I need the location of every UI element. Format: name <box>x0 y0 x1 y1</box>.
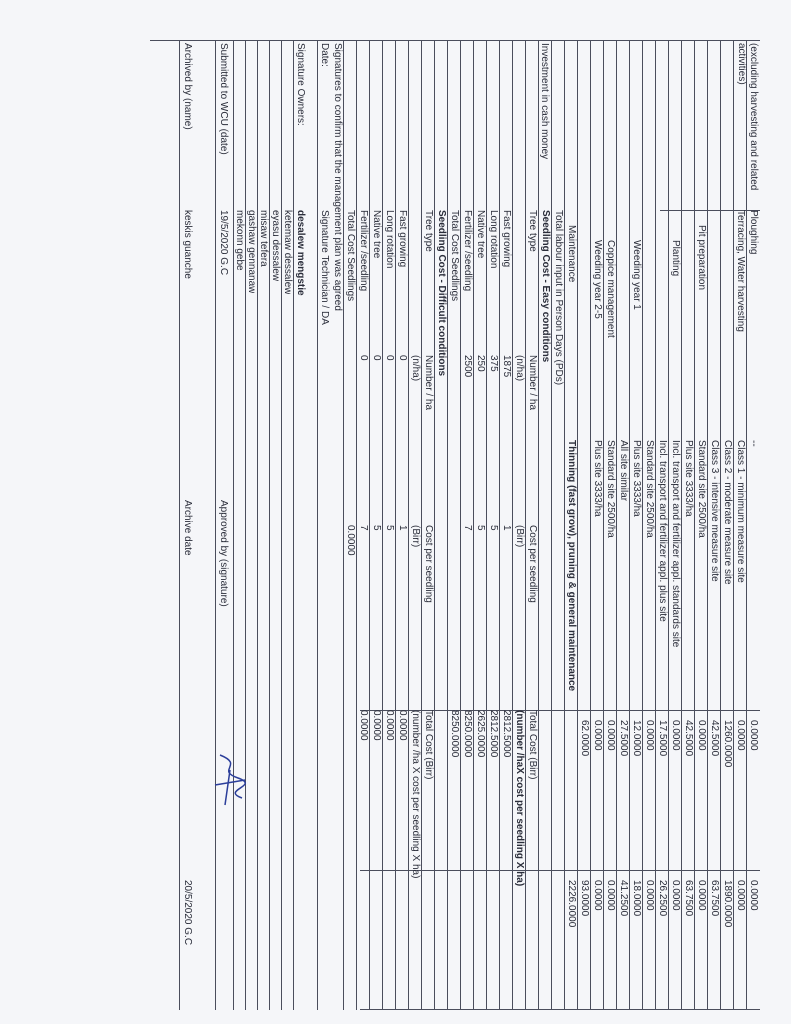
unit-header: (n/ha) <box>514 355 525 382</box>
table-row <box>356 40 370 1010</box>
date-row <box>317 40 331 1010</box>
owner-name: mekonn gebe <box>234 210 245 271</box>
value-cell: 1260.0000 <box>722 720 733 768</box>
number-cell: 1875 <box>501 355 512 378</box>
activity-cell: Maintenance <box>566 225 577 283</box>
owner-row <box>269 40 282 1010</box>
table-row <box>642 40 656 1010</box>
value-cell: 0.0000 <box>696 720 707 751</box>
cost-cell: 5 <box>488 525 499 531</box>
total-cell: 2812.5000 <box>501 710 512 758</box>
unit-header: (number /ha X cost per seedling X ha) <box>410 710 421 879</box>
owner-row <box>281 40 294 1010</box>
table-row <box>499 40 513 1010</box>
approved-label: Approved by (signature) <box>218 500 229 607</box>
owner-row <box>257 40 270 1010</box>
table-row <box>733 40 747 1010</box>
table-row <box>382 40 396 1010</box>
activity-cell: Weeding year 1 <box>631 240 642 310</box>
description-cell: Standard site 2500/ha <box>605 440 616 538</box>
value-cell: 18.0000 <box>631 880 642 917</box>
owner-name: ketemaw dessalew <box>282 210 293 295</box>
value-cell: 0.0000 <box>670 880 681 911</box>
number-cell: 0 <box>384 355 395 361</box>
description-cell: Plus site 3333/ha <box>592 440 603 517</box>
archived-label: Archived by (name) <box>182 43 193 130</box>
description-cell: -- <box>748 440 759 447</box>
submitted-row <box>215 40 230 1010</box>
column-header: Tree type <box>423 210 434 252</box>
description-cell: Standard site 2500/ha <box>696 440 707 538</box>
description-cell: Plus site 3333/ha <box>631 440 642 517</box>
column-header: Cost per seedling <box>527 525 538 603</box>
value-cell: 0.0000 <box>605 880 616 911</box>
cost-cell: 1 <box>501 525 512 531</box>
cost-cell: 5 <box>475 525 486 531</box>
section-title: Seedling Cost - Difficult conditions <box>436 210 447 377</box>
archive-date: 20/5/2020 G.C <box>182 880 193 946</box>
column-header: Cost per seedling <box>423 525 434 603</box>
total-cell: 0.0000 <box>397 710 408 741</box>
archived-row <box>179 40 194 1010</box>
column-header: Tree type <box>527 210 538 252</box>
value-cell: 0.0000 <box>670 720 681 751</box>
unit-header: (Birr) <box>410 525 421 548</box>
value-cell: 0.0000 <box>696 880 707 911</box>
value-cell: 63.7500 <box>683 880 694 917</box>
value-cell: 2226.0000 <box>566 880 577 928</box>
investment-label: Investment in cash money <box>539 43 550 160</box>
total-cell: 0.0000 <box>384 710 395 741</box>
column-header: Number / ha <box>423 355 434 411</box>
column-header: Total Cost (Birr) <box>527 710 538 780</box>
total-label: Total Cost Seedlings <box>449 210 460 302</box>
header-row <box>525 40 539 1010</box>
table-row <box>460 40 474 1010</box>
header-row <box>421 40 435 1010</box>
total-labour-row <box>551 40 565 1010</box>
management-plan-sheet <box>100 40 760 1010</box>
excluding-label: (excluding harvesting and related activities) <box>736 43 759 191</box>
owner-name: eyasu dessalew <box>270 210 281 282</box>
value-cell: 42.5000 <box>683 720 694 757</box>
tree-type-cell: Long rotation <box>384 210 395 269</box>
tree-type-cell: Native tree <box>371 210 382 259</box>
table-row <box>629 40 643 1010</box>
number-cell: 250 <box>475 355 486 372</box>
unit-header: (n/ha) <box>410 355 421 382</box>
activity-cell: Pit preparation <box>696 225 707 291</box>
table-row <box>681 40 695 1010</box>
cost-cell: 5 <box>384 525 395 531</box>
table-row <box>343 40 357 1010</box>
total-cell: 0.0000 <box>371 710 382 741</box>
unit-header: (Birr) <box>514 525 525 548</box>
number-cell: 375 <box>488 355 499 372</box>
signature-owners-row <box>293 40 310 1010</box>
number-cell: 0 <box>397 355 408 361</box>
activity-cell: Ploughing <box>748 210 759 255</box>
date-label: Date: <box>319 43 330 67</box>
submitted-date: 19/5/2020 G.C <box>218 210 229 276</box>
section-title: Seedling Cost - Easy conditions <box>540 210 551 363</box>
activity-cell: Planting <box>670 240 681 277</box>
table-row <box>564 40 578 1010</box>
header-row <box>408 40 422 1010</box>
table-row <box>694 40 708 1010</box>
archive-date-label: Archive date <box>182 500 193 556</box>
description-cell: Class 1 - minimum measure site <box>735 440 746 583</box>
value-cell: 0.0000 <box>735 880 746 911</box>
table-row <box>590 40 604 1010</box>
number-cell: 2500 <box>462 355 473 378</box>
signature-confirm-row <box>331 40 344 1010</box>
technician-label: Signature Technician / DA <box>319 210 330 325</box>
table-row <box>369 40 383 1010</box>
value-cell: 26.2500 <box>657 880 668 917</box>
activity-cell: Terracing, Water harvesting <box>735 210 746 332</box>
table-row <box>395 40 409 1010</box>
section-header-row <box>434 40 448 1010</box>
value-cell: 93.0000 <box>579 880 590 917</box>
tree-type-cell: Long rotation <box>488 210 499 269</box>
unit-header: (number /haX cost per seedling X ha) <box>514 710 525 887</box>
description-cell: Incl. transport and fertilizer appl. standards site <box>670 440 681 648</box>
description-cell: Plus site 3333/ha <box>683 440 694 517</box>
owner-row <box>245 40 258 1010</box>
value-cell: 0.0000 <box>644 880 655 911</box>
table-row <box>707 40 721 1010</box>
value-cell: 42.5000 <box>709 720 720 757</box>
value-cell: 0.0000 <box>644 720 655 751</box>
submitted-label: Submitted to WCU (date) <box>218 43 229 155</box>
description-cell: Standard site 2500/ha <box>644 440 655 538</box>
owners-label: Signature Owners: <box>295 43 306 126</box>
column-header: Number / ha <box>527 355 538 411</box>
owner-row <box>233 40 246 1010</box>
handwritten-signature-icon <box>210 750 250 810</box>
total-cell: 8250.0000 <box>462 710 473 758</box>
owner-name: misaw tefera <box>258 210 269 267</box>
tree-type-cell: Fertilizer /seedling <box>462 210 473 292</box>
table-row <box>668 40 682 1010</box>
tree-type-cell: Fast growing <box>501 210 512 268</box>
owner-name: desalew mengstie <box>295 210 306 296</box>
number-cell: 0 <box>358 355 369 361</box>
owner-name: gashaw gennanaw <box>246 210 257 294</box>
value-cell: 0.0000 <box>592 880 603 911</box>
table-row <box>603 40 617 1010</box>
total-labour-label: Total labour input in Person Days (PDs) <box>553 210 564 386</box>
header-row <box>512 40 526 1010</box>
value-cell: 17.5000 <box>657 720 668 757</box>
tree-type-cell: Native tree <box>475 210 486 259</box>
description-cell: All site similar <box>618 440 629 502</box>
section-header-row <box>538 40 552 1010</box>
value-cell: 0.0000 <box>592 720 603 751</box>
cost-cell: 7 <box>462 525 473 531</box>
value-cell: 63.7500 <box>709 880 720 917</box>
confirm-text: Signatures to confirm that the management plan was agreed <box>332 43 343 311</box>
value-cell: 62.0000 <box>579 720 590 757</box>
cost-cell: 5 <box>371 525 382 531</box>
number-cell: 0 <box>371 355 382 361</box>
value-cell: 0.0000 <box>748 880 759 911</box>
table-row <box>473 40 487 1010</box>
table-row <box>486 40 500 1010</box>
value-cell: 0.0000 <box>605 720 616 751</box>
column-header: Total Cost (Birr) <box>423 710 434 780</box>
table-row <box>447 40 461 1010</box>
total-cell: 8250.0000 <box>449 710 460 758</box>
value-cell: 1890.0000 <box>722 880 733 928</box>
total-cell: 0.0000 <box>358 710 369 741</box>
archived-name: keskis guanche <box>182 210 193 279</box>
total-cell: 2625.0000 <box>475 710 486 758</box>
description-cell: Class 2 - moderate measure site <box>722 440 733 585</box>
cost-cell: 7 <box>358 525 369 531</box>
cost-cell: 1 <box>397 525 408 531</box>
value-cell: 27.5000 <box>618 720 629 757</box>
total-label: Total Cost Seedlings <box>345 210 356 302</box>
activity-cell: Coppice management <box>605 240 616 338</box>
activity-cell: Weeding year 2-5 <box>592 240 603 319</box>
total-cell: 2812.5000 <box>488 710 499 758</box>
table-row <box>577 40 591 1010</box>
value-cell: 12.0000 <box>631 720 642 757</box>
description-cell: Incl. transport and fertilizer appl. plus site <box>657 440 668 622</box>
value-cell: 0.0000 <box>748 720 759 751</box>
table-row <box>720 40 734 1010</box>
table-row <box>655 40 669 1010</box>
table-row <box>616 40 630 1010</box>
description-cell: Class 3 - intensive measure site <box>709 440 720 582</box>
tree-type-cell: Fertilizer /seedling <box>358 210 369 292</box>
value-cell: 0.0000 <box>735 720 746 751</box>
description-cell: Thinning (fast grow), pruning & general maintenance <box>566 440 577 692</box>
total-cell: 0.0000 <box>345 525 356 556</box>
tree-type-cell: Fast growing <box>397 210 408 268</box>
value-cell: 41.2500 <box>618 880 629 917</box>
